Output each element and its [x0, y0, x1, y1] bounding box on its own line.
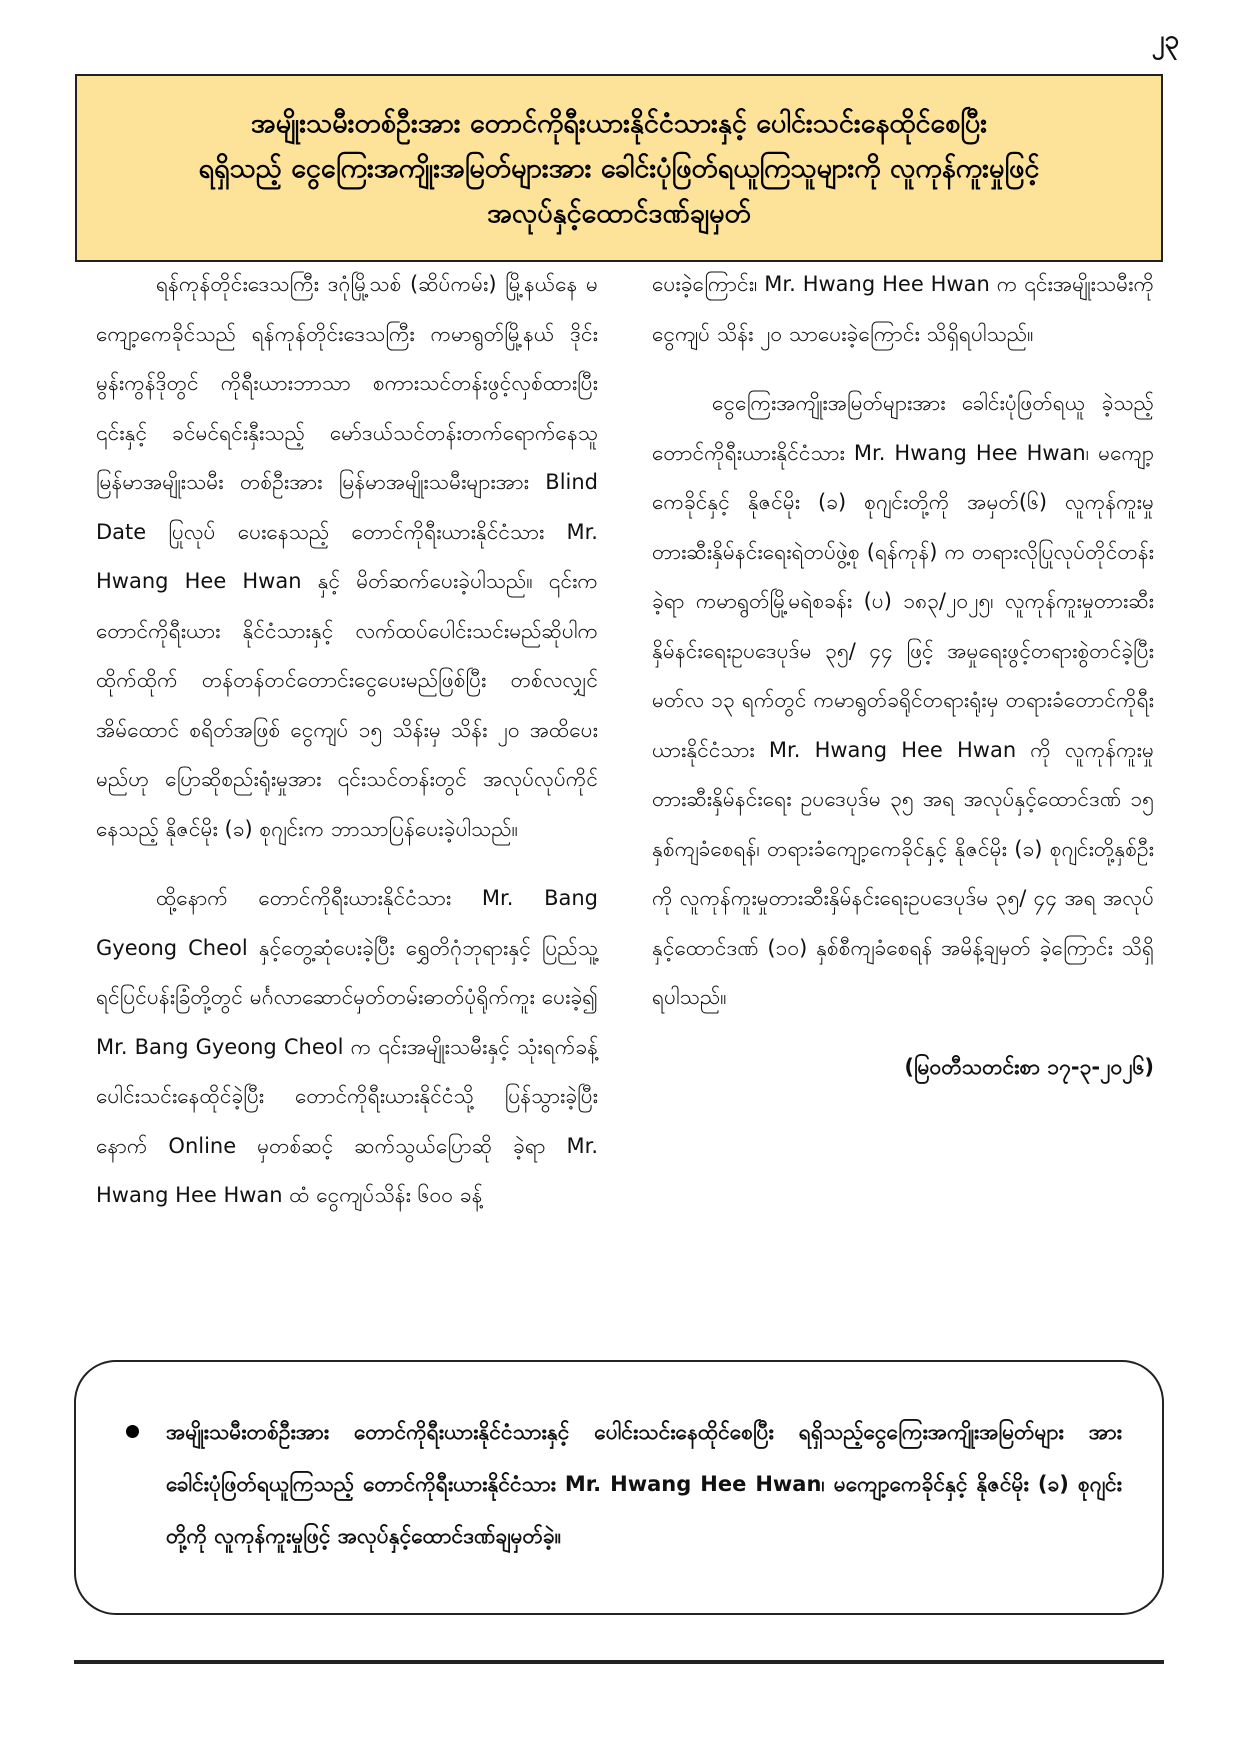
- left-column: [96, 260, 598, 1340]
- summary-text: အမျိုးသမီးတစ်ဦးအား တောင်ကိုရီးယားနိုင်ငံသားနှင့် ပေါင်းသင်းနေထိုင်စေပြီး ရရှိသည့်ငွေကြေးအကျိုးအမြတ်များ အား ခေါင်းပုံဖြတ်ရယူကြသည့် တောင်ကိုရီးယားနိုင်ငံသား Mr. Hwang Hee Hwan၊ မကျော့ကေခိုင်နှင့် နိုဇင်မိုး (ခ) စုဂျင်းတို့ကို လူကုန်ကူးမှုဖြင့် အလုပ်နှင့်ထောင်ဒဏ်ချမှတ်ခဲ့။: [166, 1420, 1122, 1548]
- title-line-1: အမျိုးသမီးတစ်ဦးအား တောင်ကိုရီးယားနိုင်ငံသားနှင့် ပေါင်းသင်းနေထိုင်စေပြီး: [250, 107, 988, 139]
- right-column: [652, 260, 1154, 1340]
- paragraph-meeting: ထို့နောက် တောင်ကိုရီးယားနိုင်ငံသား Mr. Bang Gyeong Cheol နှင့်တွေ့ဆုံပေးခဲ့ပြီး ရွှေတိဂုံဘုရားနှင့် ပြည်သူ့ ရင်ပြင်ပန်းခြံတို့တွင် မင်္ဂလာဆောင်မှတ်တမ်းဓာတ်ပုံရိုက်ကူး ပေးခဲ့၍ Mr. Bang Gyeong Cheol က ၎င်းအမျိုးသမီးနှင့် သုံးရက်ခန့် ပေါင်းသင်းနေထိုင်ခဲ့ပြီး တောင်ကိုရီးယားနိုင်ငံသို့ ပြန်သွားခဲ့ပြီးနောက် Online မှတစ်ဆင့် ဆက်သွယ်ပြောဆို ခဲ့ရာ Mr. Hwang Hee Hwan ထံ ငွေကျပ်သိန်း ၆၀၀ ခန့်: [96, 886, 598, 1207]
- title-line-2: ရရှိသည့် ငွေကြေးအကျိုးအမြတ်များအား ခေါင်းပုံဖြတ်ရယူကြသူများကို လူကုန်ကူးမှုဖြင့်: [198, 152, 1040, 184]
- article-body: [96, 260, 1154, 1340]
- paragraph-verdict: ငွေကြေးအကျိုးအမြတ်များအား ခေါင်းပုံဖြတ်ရယူ ခဲ့သည့် တောင်ကိုရီးယားနိုင်ငံသား Mr. Hwang Hee Hwan၊ မကျော့ကေခိုင်နှင့် နိုဇင်မိုး (ခ) စုဂျင်းတို့ကို အမှတ်(၆) လူကုန်ကူးမှု တားဆီးနှိမ်နင်းရေးရဲတပ်ဖွဲ့စု (ရန်ကုန်) က တရားလိုပြုလုပ်တိုင်တန်းခဲ့ရာ ကမာရွတ်မြို့မရဲစခန်း (ပ) ၁၈၃/၂၀၂၅၊ လူကုန်ကူးမှုတားဆီးနှိမ်နင်းရေးဥပဒေပုဒ်မ ၃၅/ ၄၄ ဖြင့် အမှုရေးဖွင့်တရားစွဲတင်ခဲ့ပြီး မတ်လ ၁၃ ရက်တွင် ကမာရွတ်ခရိုင်တရားရုံးမှ တရားခံတောင်ကိုရီးယားနိုင်ငံသား Mr. Hwang Hee Hwan ကို လူကုန်ကူးမှုတားဆီးနှိမ်နင်းရေး ဥပဒေပုဒ်မ ၃၅ အရ အလုပ်နှင့်ထောင်ဒဏ် ၁၅ နှစ်ကျခံစေရန်၊ တရားခံကျော့ကေခိုင်နှင့် နိုဇင်မိုး (ခ) စုဂျင်းတို့နှစ်ဦးကို လူကုန်ကူးမှုတားဆီးနှိမ်နင်းရေးဥပဒေပုဒ်မ ၃၅/ ၄၄ အရ အလုပ်နှင့်ထောင်ဒဏ် (၁၀) နှစ်စီကျခံစေရန် အမိန့်ချမှတ် ခဲ့ကြောင်း သိရှိရပါသည်။: [652, 391, 1154, 1009]
- summary-box: [74, 1360, 1164, 1615]
- article-title-box: [75, 74, 1163, 262]
- bullet-icon: [126, 1425, 139, 1438]
- page-number: ၂၃: [1151, 25, 1179, 55]
- paragraph-continued: ပေးခဲ့ကြောင်း၊ Mr. Hwang Hee Hwan က ၎င်းအမျိုးသမီးကို ငွေကျပ် သိန်း ၂၀ သာပေးခဲ့ကြောင်း သိရှိရပါသည်။: [652, 272, 1154, 346]
- summary-list: [120, 1406, 1122, 1562]
- title-line-3: အလုပ်နှင့်ထောင်ဒဏ်ချမှတ်: [487, 197, 751, 229]
- news-source: (မြဝတီသတင်းစာ ၁၇-၃-၂၀၂၆): [904, 1054, 1154, 1079]
- summary-item: [120, 1406, 1122, 1562]
- bottom-divider: [74, 1660, 1164, 1664]
- paragraph-intro: ရန်ကုန်တိုင်းဒေသကြီး ဒဂုံမြို့သစ် (ဆိပ်ကမ်း) မြို့နယ်နေ မကျော့ကေခိုင်သည် ရန်ကုန်တိုင်းဒေသကြီး ကမာရွတ်မြို့နယ် ဒိုင်းမွန်းကွန်ဒိုတွင် ကိုရီးယားဘာသာ စကားသင်တန်းဖွင့်လှစ်ထားပြီး ၎င်းနှင့် ခင်မင်ရင်းနှီးသည့် မော်ဒယ်သင်တန်းတက်ရောက်နေသူ မြန်မာအမျိုးသမီး တစ်ဦးအား မြန်မာအမျိုးသမီးများအား Blind Date ပြုလုပ် ပေးနေသည့် တောင်ကိုရီးယားနိုင်ငံသား Mr. Hwang Hee Hwan နှင့် မိတ်ဆက်ပေးခဲ့ပါသည်။ ၎င်းက တောင်ကိုရီးယား နိုင်ငံသားနှင့် လက်ထပ်ပေါင်းသင်းမည်ဆိုပါက ထိုက်ထိုက် တန်တန်တင်တောင်းငွေပေးမည်ဖြစ်ပြီး တစ်လလျှင် အိမ်ထောင် စရိတ်အဖြစ် ငွေကျပ် ၁၅ သိန်းမှ သိန်း ၂၀ အထိပေးမည်ဟု ပြောဆိုစည်းရုံးမှုအား ၎င်းသင်တန်းတွင် အလုပ်လုပ်ကိုင် နေသည့် နိုဇင်မိုး (ခ) စုဂျင်းက ဘာသာပြန်ပေးခဲ့ပါသည်။: [96, 272, 598, 841]
